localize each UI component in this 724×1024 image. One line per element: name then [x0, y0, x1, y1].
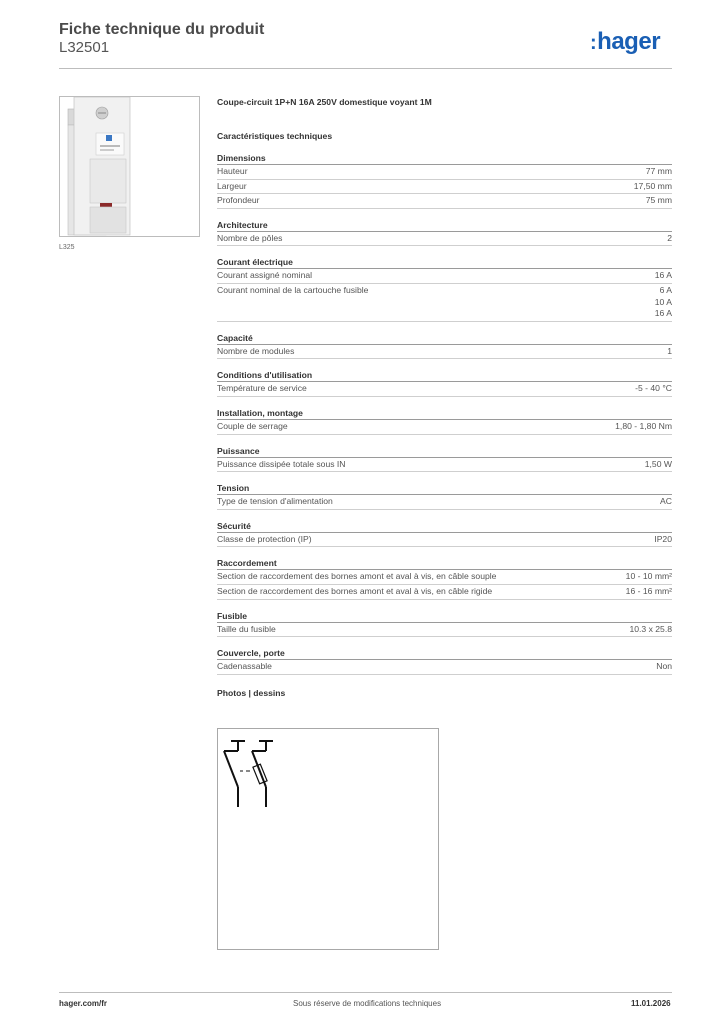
spec-row — [217, 165, 672, 180]
wiring-diagram — [217, 728, 439, 950]
footer-website[interactable]: hager.com/fr — [59, 999, 108, 1008]
spec-section — [217, 557, 672, 599]
spec-label: Courant assigné nominal — [217, 270, 313, 281]
spec-sections — [217, 152, 672, 675]
spec-label: Hauteur — [217, 166, 248, 176]
spec-section — [217, 152, 672, 209]
spec-section-title: Raccordement — [217, 557, 672, 570]
spec-row — [217, 623, 672, 638]
product-reference: L32501 — [59, 39, 110, 56]
spec-label: Type de tension d'alimentation — [217, 496, 333, 507]
spec-section-title: Couvercle, porte — [217, 647, 672, 660]
spec-value: 75 mm — [645, 195, 672, 206]
photos-heading: Photos | dessins — [217, 687, 286, 698]
spec-label: Section de raccordement des bornes amont et aval à vis, en câble souple — [217, 571, 497, 582]
spec-row — [217, 585, 672, 600]
spec-content — [217, 96, 672, 699]
spec-value: AC — [660, 496, 672, 507]
spec-value: 10 - 10 mm² — [625, 571, 672, 582]
page-title: Fiche technique du produit — [59, 21, 265, 38]
spec-row — [217, 194, 672, 209]
logo-text: hager — [597, 28, 661, 55]
spec-section-title: Conditions d'utilisation — [217, 369, 672, 382]
hager-logo: :hager — [590, 28, 661, 55]
spec-section-title: Puissance — [217, 445, 672, 458]
product-image — [59, 96, 200, 237]
spec-section — [217, 482, 672, 510]
spec-section — [217, 332, 672, 360]
spec-label: Puissance dissipée totale sous IN — [217, 458, 346, 469]
spec-section — [217, 369, 672, 397]
spec-section-title: Tension — [217, 482, 672, 495]
spec-label: Nombre de modules — [217, 345, 295, 356]
spec-value: 1 — [667, 345, 672, 356]
spec-value: Non — [656, 661, 672, 672]
product-image-caption: L325 — [59, 244, 75, 251]
spec-value: 16 A — [654, 270, 672, 281]
spec-row — [217, 660, 672, 675]
spec-section-title: Capacité — [217, 332, 672, 345]
spec-label: Largeur — [217, 180, 247, 191]
spec-value: 77 mm — [645, 166, 672, 176]
spec-row — [217, 495, 672, 510]
spec-label: Profondeur — [217, 195, 260, 206]
spec-value: IP20 — [654, 533, 672, 544]
spec-row — [217, 570, 672, 585]
spec-section-title: Fusible — [217, 610, 672, 623]
spec-section-title: Dimensions — [217, 152, 672, 165]
spec-value: 1,50 W — [644, 458, 672, 469]
spec-row — [217, 232, 672, 247]
spec-value: 2 — [667, 232, 672, 243]
spec-value: -5 - 40 °C — [635, 383, 672, 394]
spec-row — [217, 180, 672, 195]
spec-section-title: Architecture — [217, 219, 672, 232]
spec-section-title: Installation, montage — [217, 407, 672, 420]
product-title: Coupe-circuit 1P+N 16A 250V domestique voyant 1M — [217, 97, 432, 107]
spec-label: Couple de serrage — [217, 420, 288, 431]
spec-row — [217, 533, 672, 548]
spec-section-title: Courant électrique — [217, 256, 672, 269]
spec-value: 6 A 10 A 16 A — [654, 284, 672, 319]
spec-label: Classe de protection (IP) — [217, 533, 312, 544]
spec-label: Nombre de pôles — [217, 232, 283, 243]
spec-row — [217, 420, 672, 435]
characteristics-heading: Caractéristiques techniques — [217, 131, 333, 141]
spec-label: Taille du fusible — [217, 623, 276, 634]
spec-value: 16 - 16 mm² — [625, 585, 672, 596]
spec-section — [217, 407, 672, 435]
spec-row — [217, 345, 672, 360]
spec-label: Section de raccordement des bornes amont et aval à vis, en câble rigide — [217, 585, 493, 596]
spec-label: Cadenassable — [217, 661, 272, 672]
spec-section — [217, 520, 672, 548]
spec-row — [217, 382, 672, 397]
spec-label: Courant nominal de la cartouche fusible — [217, 284, 369, 295]
spec-section — [217, 219, 672, 247]
spec-section-title: Sécurité — [217, 520, 672, 533]
spec-label: Température de service — [217, 383, 307, 394]
footer-divider — [59, 992, 672, 993]
footer-date: 11.01.2026 — [631, 999, 671, 1008]
spec-value: 17,50 mm — [633, 180, 672, 191]
spec-value: 1,80 - 1,80 Nm — [615, 420, 672, 431]
spec-row — [217, 269, 672, 284]
footer-disclaimer: Sous réserve de modifications techniques — [293, 999, 442, 1008]
spec-section — [217, 610, 672, 638]
spec-row — [217, 458, 672, 473]
header-divider — [59, 68, 672, 69]
spec-value: 10.3 x 25.8 — [629, 623, 672, 634]
spec-row — [217, 284, 672, 322]
spec-section — [217, 256, 672, 321]
spec-section — [217, 647, 672, 675]
spec-section — [217, 445, 672, 473]
